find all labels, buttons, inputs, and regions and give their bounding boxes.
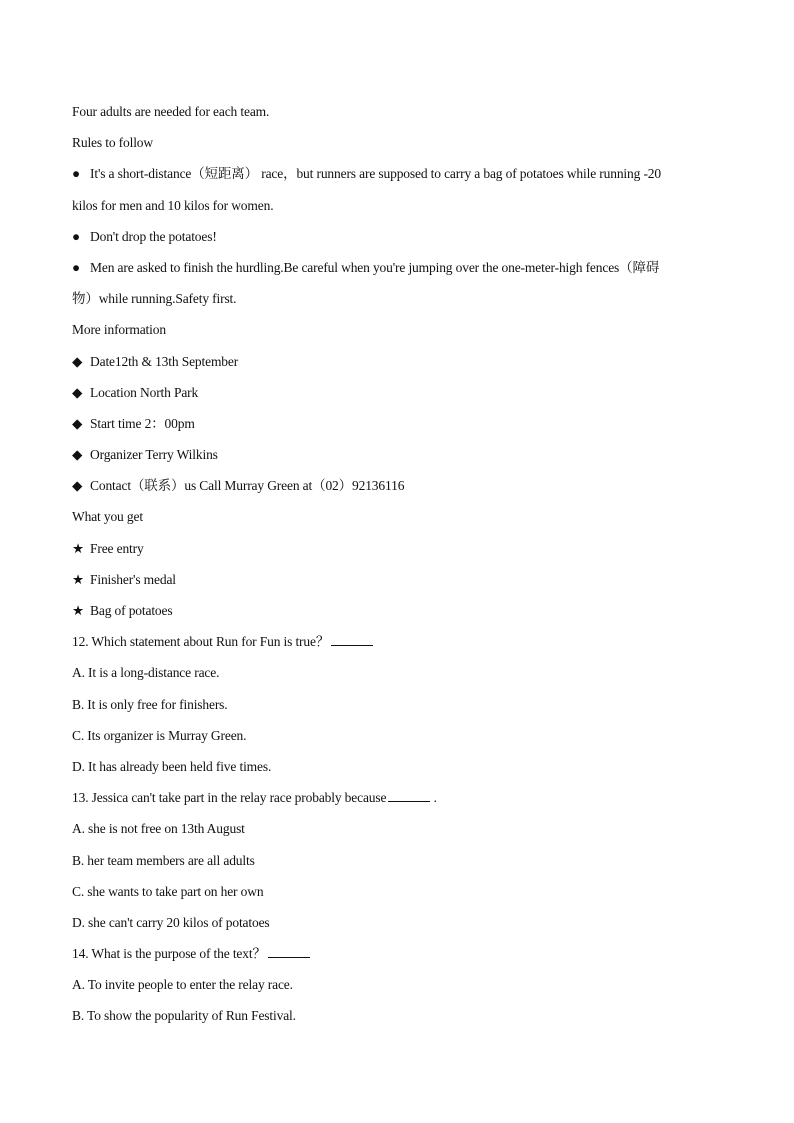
question-text: 12. Which statement about Run for Fun is true？ (72, 634, 330, 650)
question-13-stem (72, 786, 712, 817)
question-13-option-a: A. she is not free on 13th August (72, 821, 245, 837)
answer-blank[interactable] (268, 944, 310, 958)
get-item-text: Bag of potatoes (90, 603, 173, 618)
get-item-text: Free entry (90, 540, 144, 556)
answer-blank[interactable] (331, 632, 373, 646)
info-organizer-text: Organizer Terry Wilkins (90, 447, 218, 463)
info-organizer (72, 443, 712, 474)
rule-3-text: Men are asked to finish the hurdling.Be careful when you're jumping over the one-meter-high fences（障碍 (90, 259, 660, 275)
bullet-diamond-icon: ◆ (72, 478, 83, 494)
rule-1-text: It's a short-distance（短距离） race，but runners are supposed to carry a bag of potatoes while running -20 (90, 166, 661, 182)
info-location (72, 381, 712, 412)
answer-blank[interactable] (388, 788, 430, 802)
bullet-diamond-icon: ◆ (72, 353, 83, 369)
question-text: 13. Jessica can't take part in the relay race probably because (72, 790, 387, 806)
bullet-star-icon: ★ (72, 603, 84, 618)
get-item-free-entry (72, 537, 712, 568)
question-text: 14. What is the purpose of the text？ (72, 946, 266, 962)
info-date-text: Date12th & 13th September (90, 353, 239, 369)
rule-3-continued: 物）while running.Safety first. (72, 291, 237, 307)
bullet-circle-icon: ● (72, 259, 81, 275)
question-14-stem (72, 942, 712, 973)
info-start-time-text: Start time 2：00pm (90, 415, 195, 431)
bullet-star-icon: ★ (72, 540, 84, 556)
get-item-potatoes (72, 599, 712, 630)
what-you-get-heading: What you get (72, 509, 143, 525)
bullet-circle-icon: ● (72, 166, 81, 182)
rule-1 (72, 162, 712, 193)
bullet-diamond-icon: ◆ (72, 415, 83, 431)
info-date (72, 350, 712, 381)
info-start-time (72, 412, 712, 443)
rule-2 (72, 225, 712, 256)
question-12-option-a: A. It is a long-distance race. (72, 665, 220, 681)
rule-1-continued: kilos for men and 10 kilos for women. (72, 197, 274, 213)
document-page (72, 100, 712, 1036)
bullet-diamond-icon: ◆ (72, 447, 83, 463)
question-12-option-b: B. It is only free for finishers. (72, 696, 228, 712)
question-14-option-b: B. To show the popularity of Run Festival. (72, 1008, 296, 1024)
bullet-star-icon: ★ (72, 571, 84, 587)
info-contact (72, 474, 712, 505)
bullet-circle-icon: ● (72, 228, 81, 244)
more-info-heading: More information (72, 322, 166, 338)
question-13-option-b: B. her team members are all adults (72, 852, 255, 868)
question-12-option-d: D. It has already been held five times. (72, 758, 272, 774)
question-13-option-d: D. she can't carry 20 kilos of potatoes (72, 914, 270, 930)
info-location-text: Location North Park (90, 384, 199, 400)
bullet-diamond-icon: ◆ (72, 384, 83, 400)
rule-3 (72, 256, 712, 287)
question-13-option-c: C. she wants to take part on her own (72, 883, 264, 899)
question-12-stem (72, 630, 712, 661)
rule-2-text: Don't drop the potatoes! (90, 228, 217, 244)
info-contact-text: Contact（联系）us Call Murray Green at（02）92136116 (90, 478, 405, 494)
get-item-text: Finisher's medal (90, 571, 176, 587)
intro-text: Four adults are needed for each team. (72, 104, 270, 119)
question-tail: . (430, 790, 437, 806)
get-item-medal (72, 568, 712, 599)
question-12-option-c: C. Its organizer is Murray Green. (72, 727, 247, 743)
rules-heading: Rules to follow (72, 135, 153, 151)
question-14-option-a: A. To invite people to enter the relay race. (72, 977, 293, 993)
